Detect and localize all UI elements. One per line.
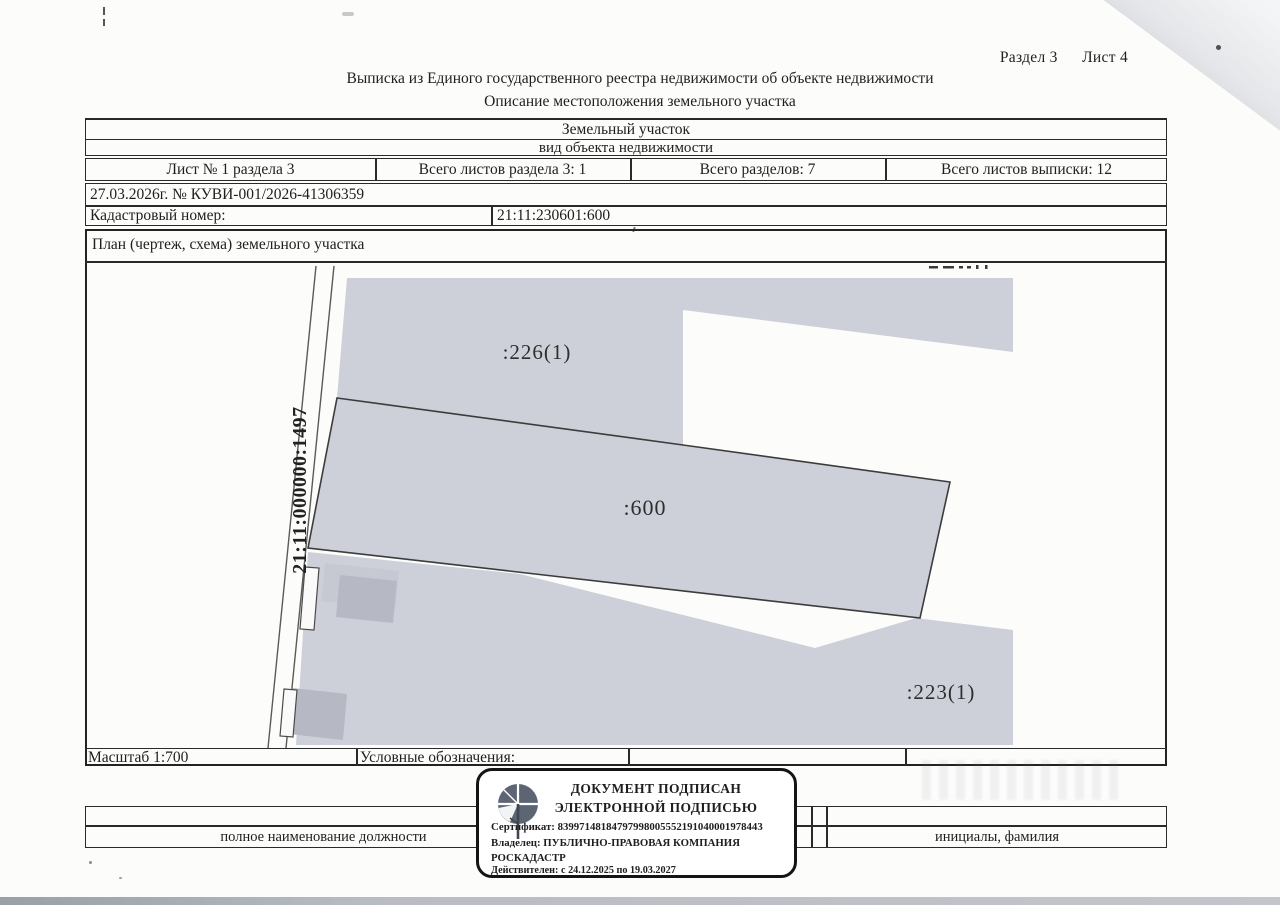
sheet-info-cell: Всего разделов: 7 [699,160,816,178]
parcel-600-label: :600 [623,495,667,520]
cadastral-number-value: 21:11:230601:600 [497,207,611,224]
legend-label: Условные обозначения: [360,748,516,766]
plan-drawing [86,262,1166,748]
object-type-value: Земельный участок [561,120,691,138]
stamp-certificate: Сертификат: 83997148184797998005552191040001978443 [491,821,763,833]
request-date-number: 27.03.2026г. № КУВИ-001/2026-41306359 [90,185,365,203]
scan-artifact [342,12,354,16]
parcel-226-label: :226(1) [502,340,572,364]
request-info-table [85,183,1167,226]
plan-caption: План (чертеж, схема) земельного участка [92,236,365,253]
scan-speck [89,861,92,864]
stamp-owner-line2: РОСКАДАСТР [491,852,566,864]
parcel-223-label: :223(1) [906,680,976,704]
scan-speck [119,877,122,879]
scale-label: Масштаб 1:700 [88,748,189,766]
document-subtitle: Описание местоположения земельного участка [484,93,796,110]
position-label: полное наименование должности [220,828,427,845]
building-footprint [289,688,347,740]
object-type-caption: вид объекта недвижимости [538,139,714,156]
object-type-table [85,118,1167,156]
scan-artifact [103,19,105,26]
clipped-parcel-label [929,265,988,269]
stamp-owner-line1: Владелец: ПУБЛИЧНО-ПРАВОВАЯ КОМПАНИЯ [491,837,740,849]
stamp-validity: Действителен: с 24.12.2025 по 19.03.2027 [491,865,676,876]
stamp-title-line1: ДОКУМЕНТ ПОДПИСАН [570,781,742,796]
sheet-info-cell: Всего листов выписки: 12 [940,160,1112,178]
scanner-edge-shadow [0,897,1280,905]
sheets-info-row [85,158,1167,181]
sheet-info-cell: Лист № 1 раздела 3 [166,160,295,178]
signature-stamp [476,768,797,878]
section-number: Раздел 3 [999,49,1058,66]
stamp-title-line2: ЭЛЕКТРОННОЙ ПОДПИСЬЮ [554,800,758,815]
building-footprint [336,575,397,623]
document-title: Выписка из Единого государственного реестра недвижимости об объекте недвижимости [346,70,934,87]
boundary-cadastral-label: 21:11:000000:1497 [289,406,311,574]
scan-artifact [103,7,105,15]
watermark [922,760,1120,800]
cadastral-number-label: Кадастровый номер: [90,207,226,224]
sheet-info-cell: Всего листов раздела 3: 1 [418,160,587,178]
section-sheet-label [1000,49,1128,67]
sheet-number: Лист 4 [1082,49,1128,66]
scan-speck [1216,45,1221,50]
name-label: инициалы, фамилия [934,828,1060,845]
